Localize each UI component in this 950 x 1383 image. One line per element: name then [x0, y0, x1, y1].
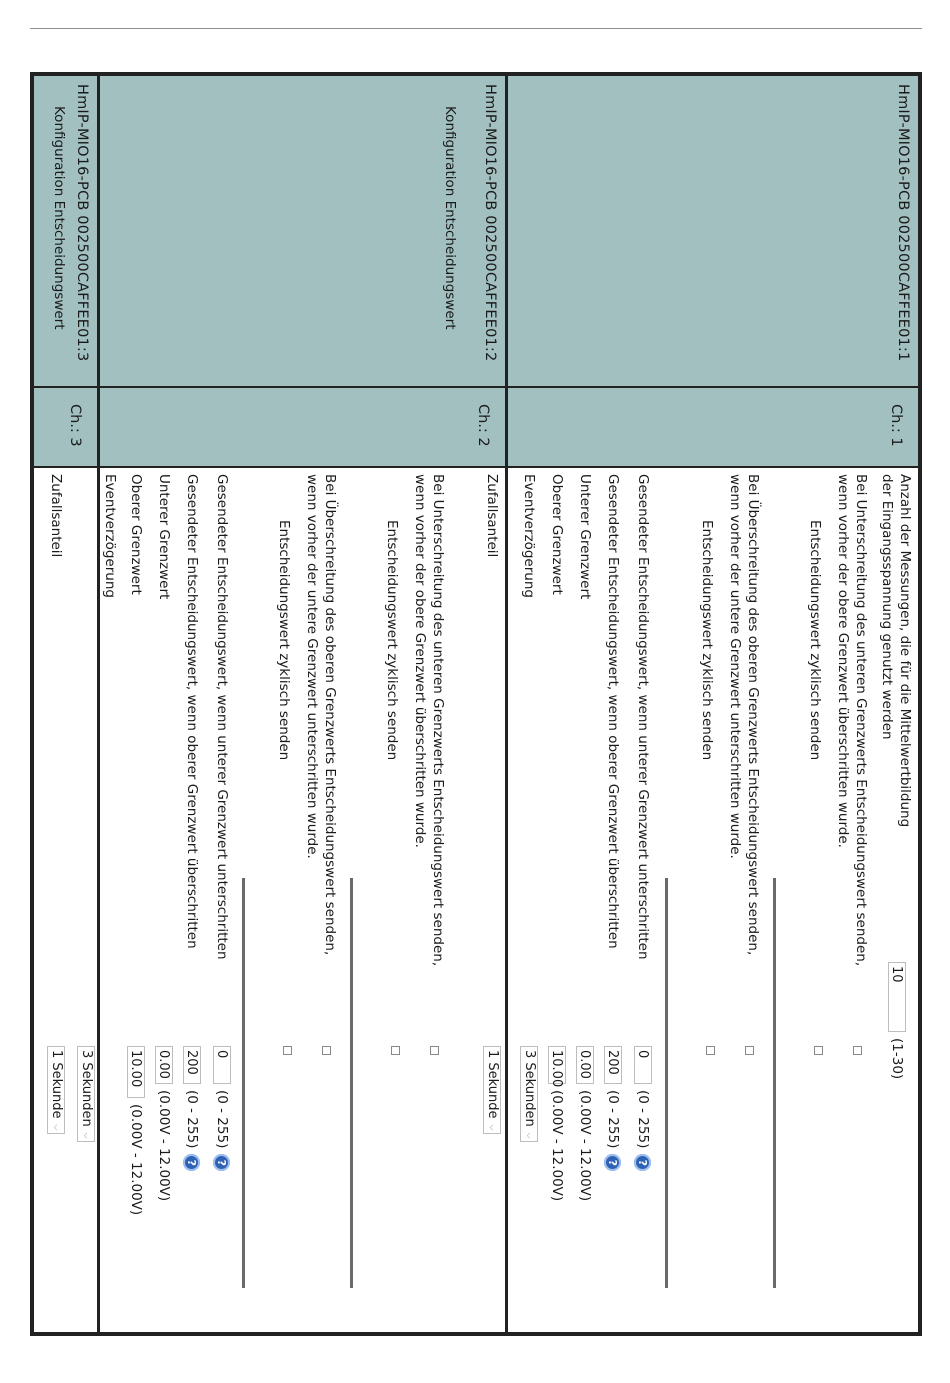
device-address: HmIP-MIO16-PCB 002500CAFFEE01:3 — [74, 84, 90, 362]
below-threshold-checkbox[interactable] — [853, 1046, 862, 1055]
sent-low-range: (0 - 255) — [635, 1090, 651, 1149]
cyclic-control — [814, 1046, 823, 1055]
above-threshold-label: Bei Überschreitung des oberen Grenzwerts Entscheidungswert senden, wenn vorher der untere Grenzwert unterschritten wurde. — [304, 474, 338, 956]
parameter-cell — [34, 468, 97, 1332]
below-threshold-checkbox[interactable] — [430, 1046, 439, 1055]
cyclic-label-2: Entscheidungswert zyklisch senden — [276, 520, 292, 761]
lower-limit-input[interactable]: 0.00 — [155, 1046, 173, 1084]
random-label: Zufallsanteil — [484, 474, 500, 558]
lower-limit-label: Unterer Grenzwert — [577, 474, 593, 600]
cyclic-control-2 — [283, 1046, 292, 1055]
above-threshold-control — [745, 1046, 754, 1055]
event-delay-select[interactable]: 3 Sekunden ⌵ — [77, 1046, 95, 1142]
sent-high-label: Gesendeter Entscheidungswert, wenn oberer Grenzwert überschritten — [605, 474, 621, 949]
below-threshold-label: Bei Unterschreitung des unteren Grenzwerts Entscheidungswert senden, wenn vorher der obere Grenzwert überschritten wurde. — [835, 474, 869, 967]
sent-low-range: (0 - 255) — [214, 1090, 230, 1149]
help-icon[interactable]: ? — [605, 1154, 622, 1171]
event-delay-label: Eventverzögerung — [521, 474, 537, 598]
help-icon[interactable]: ? — [635, 1154, 652, 1171]
below-threshold-control — [430, 1046, 439, 1055]
measurement-control — [888, 962, 906, 1079]
sent-low-control — [634, 1046, 652, 1171]
cyclic-label-2: Entscheidungswert zyklisch senden — [699, 520, 715, 761]
sent-high-input[interactable]: 200 — [183, 1046, 201, 1084]
upper-limit-label: Oberer Grenzwert — [128, 474, 144, 595]
channel-row-2 — [100, 76, 508, 1332]
upper-limit-control — [548, 1046, 566, 1201]
random-control — [483, 1046, 501, 1134]
cyclic-checkbox-2[interactable] — [283, 1046, 292, 1055]
channel-number: Ch.: 2 — [100, 388, 505, 468]
sent-high-range: (0 - 255) — [184, 1090, 200, 1149]
device-cell — [34, 76, 97, 388]
event-delay-control — [520, 1046, 538, 1142]
cyclic-checkbox[interactable] — [391, 1046, 400, 1055]
channel-number: Ch.: 3 — [34, 388, 97, 468]
lower-limit-range: (0.00V - 12.00V) — [577, 1090, 593, 1202]
top-rule — [30, 28, 922, 29]
sent-low-control — [213, 1046, 231, 1171]
event-delay-select[interactable]: 3 Sekunden ⌵ — [520, 1046, 538, 1142]
sent-low-label: Gesendeter Entscheidungswert, wenn unterer Grenzwert unterschritten — [214, 474, 230, 960]
sent-high-control — [604, 1046, 622, 1171]
sent-low-label: Gesendeter Entscheidungswert, wenn unterer Grenzwert unterschritten — [635, 474, 651, 960]
sent-high-range: (0 - 255) — [605, 1090, 621, 1149]
above-threshold-control — [322, 1046, 331, 1055]
parameter-cell — [508, 468, 918, 1332]
random-control — [47, 1046, 65, 1134]
sent-high-label: Gesendeter Entscheidungswert, wenn oberer Grenzwert überschritten — [184, 474, 200, 949]
below-threshold-label: Bei Unterschreitung des unteren Grenzwerts Entscheidungswert senden, wenn vorher der obere Grenzwert überschritten wurde. — [412, 474, 446, 967]
upper-limit-control — [127, 1046, 145, 1215]
cyclic-control-2 — [706, 1046, 715, 1055]
channel-number: Ch.: 1 — [508, 388, 918, 468]
help-icon[interactable]: ? — [184, 1154, 201, 1171]
help-icon[interactable]: ? — [214, 1154, 231, 1171]
lower-limit-label: Unterer Grenzwert — [156, 474, 172, 600]
sent-low-input[interactable]: 0 — [213, 1046, 231, 1084]
device-address: HmIP-MIO16-PCB 002500CAFFEE01:1 — [895, 84, 911, 362]
separator — [242, 878, 245, 1288]
config-label: Konfiguration Entscheidungswert — [442, 106, 458, 330]
upper-limit-range: (0.00V - 12.00V) — [128, 1104, 144, 1216]
separator — [350, 878, 353, 1288]
random-select[interactable]: 1 Sekunde ⌵ — [47, 1046, 65, 1134]
upper-limit-input[interactable]: 10.00 — [127, 1046, 145, 1098]
cyclic-label: Entscheidungswert zyklisch senden — [384, 520, 400, 761]
random-label: Zufallsanteil — [48, 474, 64, 558]
event-delay-label: Eventverzögerung — [102, 474, 118, 598]
config-table — [30, 72, 922, 1336]
sent-high-control — [183, 1046, 201, 1171]
upper-limit-label: Oberer Grenzwert — [549, 474, 565, 595]
above-threshold-label: Bei Überschreitung des oberen Grenzwerts Entscheidungswert senden, wenn vorher der untere Grenzwert unterschritten wurde. — [727, 474, 761, 956]
measurement-count-input[interactable]: 10 — [888, 962, 906, 1032]
device-cell — [100, 76, 505, 388]
channel-row-1 — [508, 76, 918, 1332]
cyclic-checkbox-2[interactable] — [706, 1046, 715, 1055]
channel-row-3 — [34, 76, 100, 1332]
upper-limit-input[interactable]: 10.00 — [548, 1046, 566, 1084]
lower-limit-input[interactable]: 0.00 — [576, 1046, 594, 1084]
cyclic-control — [391, 1046, 400, 1055]
device-address: HmIP-MIO16-PCB 002500CAFFEE01:2 — [482, 84, 498, 362]
below-threshold-control — [853, 1046, 862, 1055]
lower-limit-control — [155, 1046, 173, 1201]
event-delay-control — [77, 1046, 95, 1142]
above-threshold-checkbox[interactable] — [745, 1046, 754, 1055]
rotated-content — [34, 76, 918, 1332]
random-select[interactable]: 1 Sekunde ⌵ — [483, 1046, 501, 1134]
measurement-range: (1-30) — [889, 1038, 905, 1080]
sent-low-input[interactable]: 0 — [634, 1046, 652, 1084]
upper-limit-range: (0.00V - 12.00V) — [549, 1090, 565, 1202]
config-label: Konfiguration Entscheidungswert — [51, 106, 67, 330]
measurement-label: Anzahl der Messungen, die für die Mittelwertbildung der Eingangsspannung genutzt werden — [879, 474, 913, 828]
separator — [773, 878, 776, 1288]
parameter-cell — [100, 468, 505, 1332]
above-threshold-checkbox[interactable] — [322, 1046, 331, 1055]
separator — [665, 878, 668, 1288]
lower-limit-range: (0.00V - 12.00V) — [156, 1090, 172, 1202]
lower-limit-control — [576, 1046, 594, 1201]
device-cell — [508, 76, 918, 388]
cyclic-label: Entscheidungswert zyklisch senden — [807, 520, 823, 761]
cyclic-checkbox[interactable] — [814, 1046, 823, 1055]
sent-high-input[interactable]: 200 — [604, 1046, 622, 1084]
